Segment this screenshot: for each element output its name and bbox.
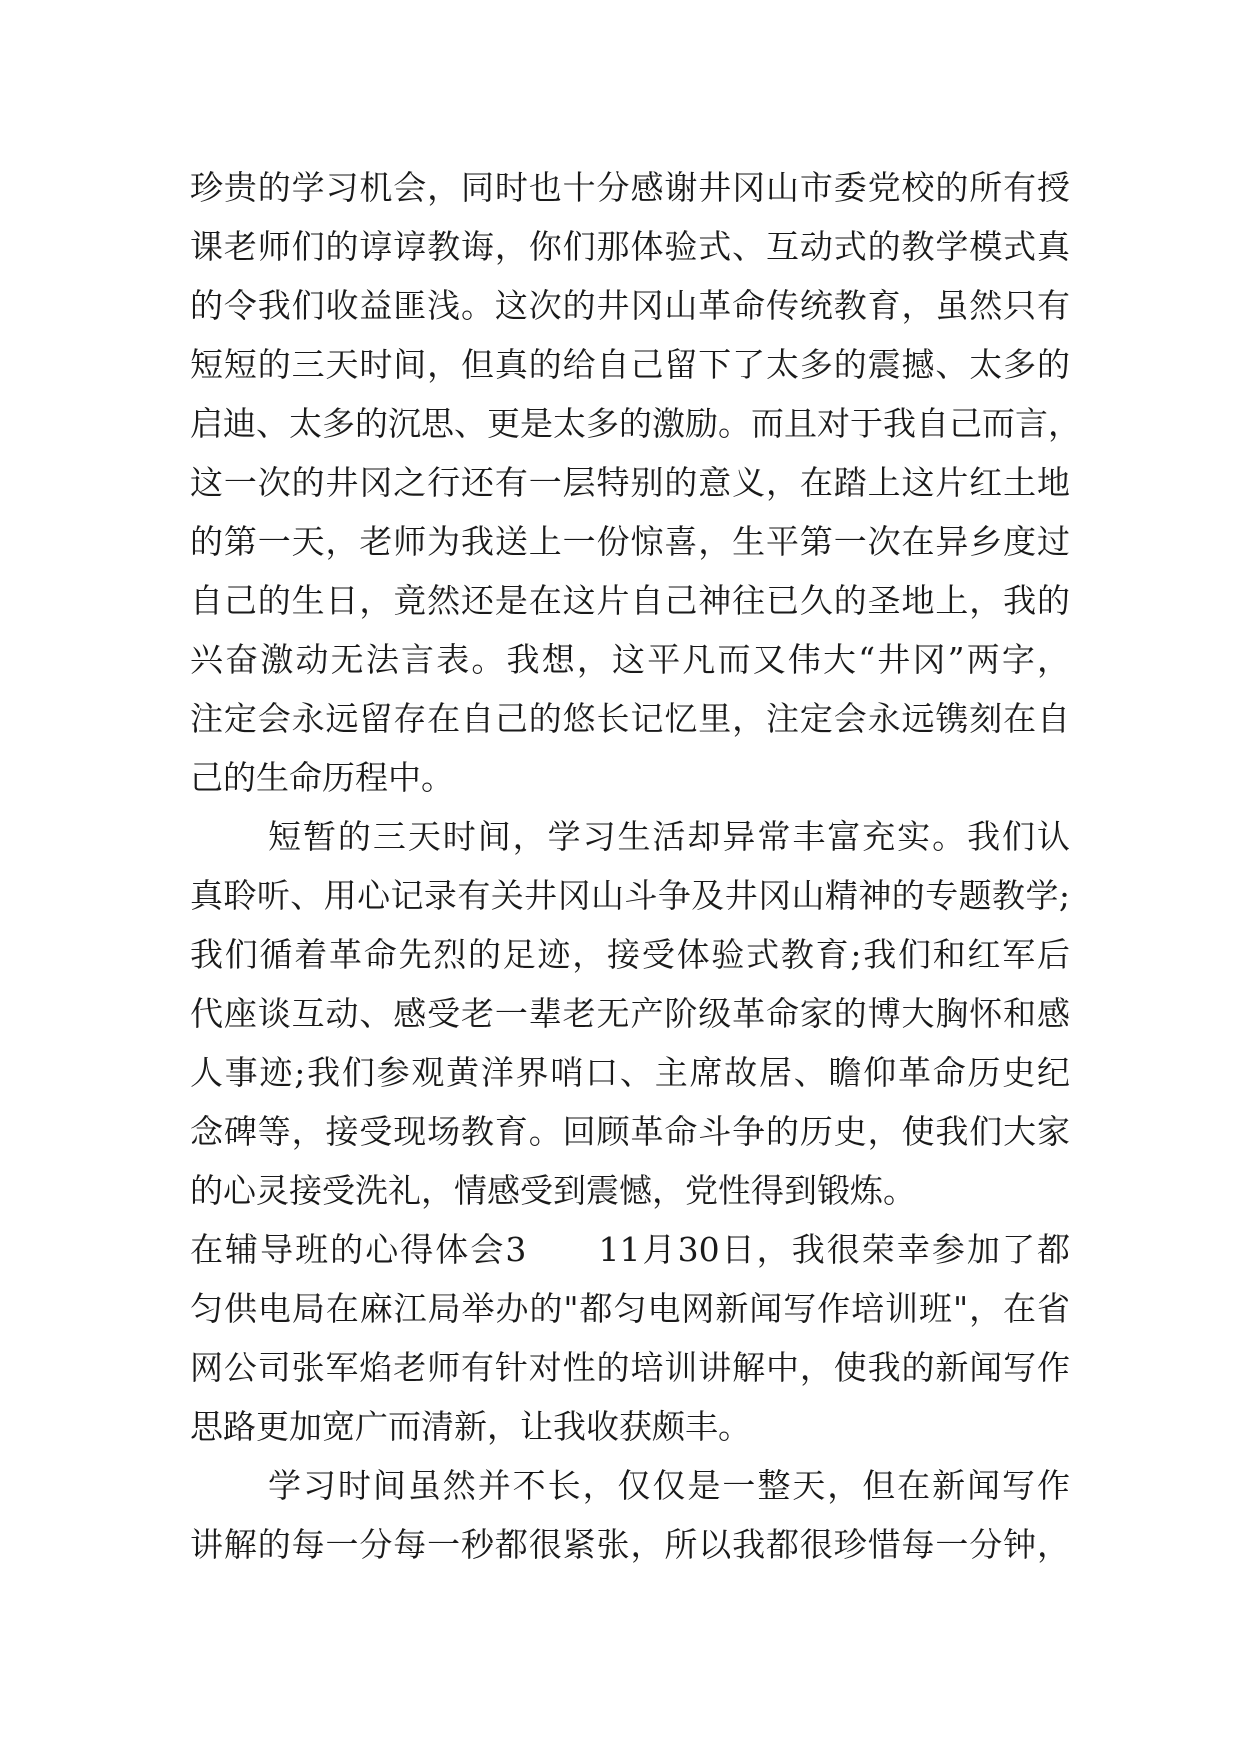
text-line: 珍贵的学习机会，同时也十分感谢井冈山市委党校的所有授 xyxy=(190,168,1070,207)
text-line: 自己的生日，竟然还是在这片自己神往已久的圣地上，我的 xyxy=(190,581,1070,620)
text-line: 网公司张军焰老师有针对性的培训讲解中，使我的新闻写作 xyxy=(190,1348,1070,1387)
text-line: 的第一天，老师为我送上一份惊喜，生平第一次在异乡度过 xyxy=(190,522,1070,561)
body-text xyxy=(190,158,1081,1574)
paragraph-start-line: 学习时间虽然并不长，仅仅是一整天，但在新闻写作 xyxy=(268,1466,1070,1505)
paragraph-start-line: 短暂的三天时间，学习生活却异常丰富充实。我们认 xyxy=(268,817,1070,856)
text-line: 讲解的每一分每一秒都很紧张，所以我都很珍惜每一分钟， xyxy=(190,1525,1070,1564)
text-line: 匀供电局在麻江局举办的"都匀电网新闻写作培训班"，在省 xyxy=(190,1289,1070,1328)
text-line: 我们循着革命先烈的足迹，接受体验式教育;我们和红军后 xyxy=(190,935,1070,974)
text-line: 真聆听、用心记录有关井冈山斗争及井冈山精神的专题教学; xyxy=(190,876,1070,915)
text-line: 短短的三天时间，但真的给自己留下了太多的震撼、太多的 xyxy=(190,345,1070,384)
text-line: 思路更加宽广而清新，让我收获颇丰。 xyxy=(190,1407,751,1446)
text-line: 启迪、太多的沉思、更是太多的激励。而且对于我自己而言， xyxy=(190,404,1081,443)
section-heading-line: 在辅导班的心得体会3 11月30日，我很荣幸参加了都 xyxy=(190,1230,1070,1269)
text-line: 课老师们的谆谆教诲，你们那体验式、互动式的教学模式真 xyxy=(190,227,1070,266)
text-line: 兴奋激动无法言表。我想，这平凡而又伟大“井冈”两字， xyxy=(190,640,1070,679)
text-line: 己的生命历程中。 xyxy=(190,758,454,797)
text-line: 注定会永远留存在自己的悠长记忆里，注定会永远镌刻在自 xyxy=(190,699,1070,738)
text-line: 这一次的井冈之行还有一层特别的意义，在踏上这片红土地 xyxy=(190,463,1070,502)
text-line: 的令我们收益匪浅。这次的井冈山革命传统教育，虽然只有 xyxy=(190,286,1070,325)
text-line: 念碑等，接受现场教育。回顾革命斗争的历史，使我们大家 xyxy=(190,1112,1070,1151)
text-line: 的心灵接受洗礼，情感受到震憾，党性得到锻炼。 xyxy=(190,1171,916,1210)
text-line: 人事迹;我们参观黄洋界哨口、主席故居、瞻仰革命历史纪 xyxy=(190,1053,1070,1092)
text-line: 代座谈互动、感受老一辈老无产阶级革命家的博大胸怀和感 xyxy=(190,994,1070,1033)
